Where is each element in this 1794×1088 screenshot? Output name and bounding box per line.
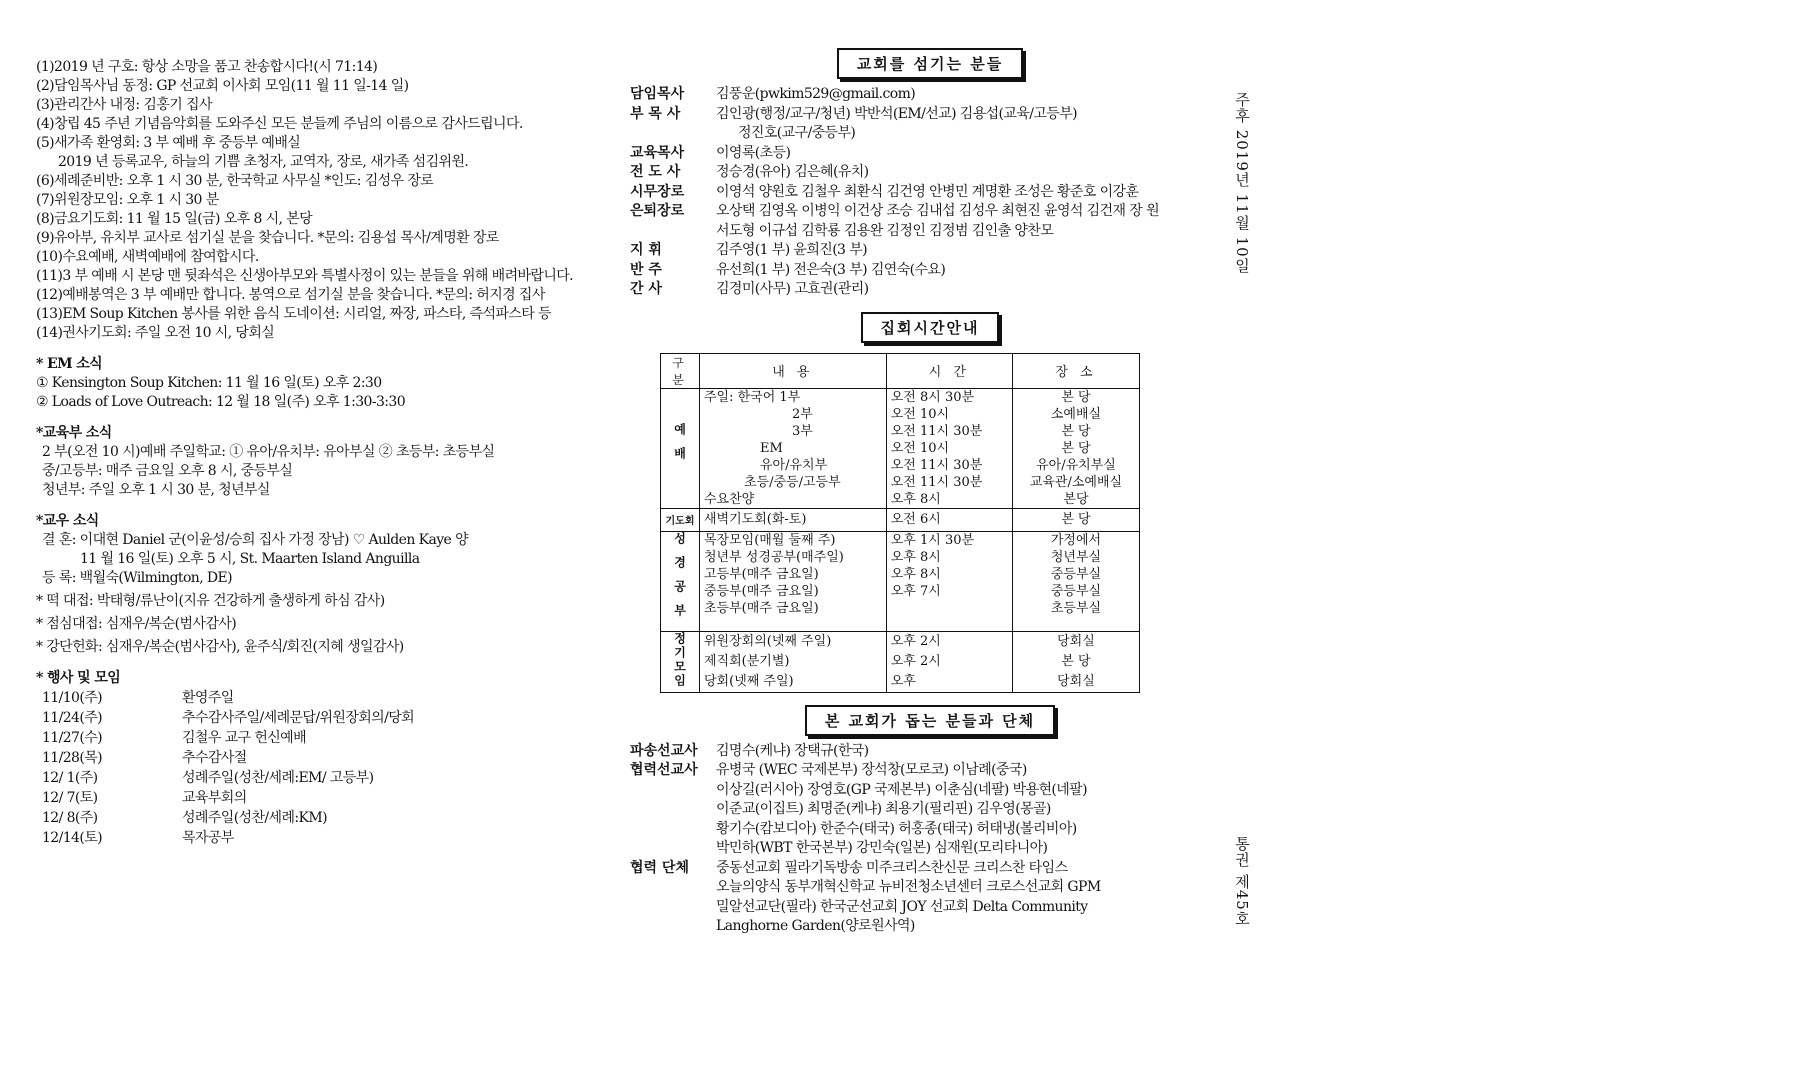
mission-section-title: 본 교회가 돕는 분들과 단체 — [805, 705, 1055, 736]
events-heading: * 행사 및 모임 — [36, 670, 121, 686]
event-row — [36, 828, 596, 848]
schedule-place: 가정에서 청년부실 중등부실 중등부실 초등부실 — [1012, 531, 1139, 631]
staff-names: 김풍운(pwkim529@gmail.com) — [716, 86, 916, 102]
event-row — [36, 728, 596, 748]
schedule-row — [661, 531, 1140, 631]
staff-role: 교육목사 — [630, 144, 685, 161]
mission-row: 파송선교사 김명수(케냐) 장택규(한국) — [630, 742, 1230, 762]
em-news-item: ① Kensington Soup Kitchen: 11 월 16 일(토) 오후 2:30 — [36, 375, 382, 391]
event-row — [36, 788, 596, 808]
event-row — [36, 768, 596, 788]
notice-item: (2)담임목사님 동정: GP 선교회 이사회 모임(11 월 11 일-14 일) — [36, 78, 409, 94]
schedule-category: 성경공부 — [661, 531, 700, 631]
mission-role: 파송선교사 — [630, 742, 698, 759]
schedule-place: 당회실 본 당 당회실 — [1012, 631, 1139, 692]
notice-item: (13)EM Soup Kitchen 봉사를 위한 음식 도네이션: 시리얼, 짜장, 파스타, 즉석파스타 등 — [36, 306, 551, 322]
staff-role: 전 도 사 — [630, 164, 681, 180]
staff-row — [630, 105, 1230, 144]
notice-item: (14)권사기도회: 주일 오전 10 시, 당회실 — [36, 325, 275, 341]
em-news-heading: * EM 소식 — [36, 356, 103, 372]
staff-role: 시무장로 — [630, 183, 685, 200]
event-text: 추수감사절 — [182, 750, 247, 766]
schedule-time: 오전 8시 30분 오전 10시 오전 11시 30분 오전 10시 오전 11시 30분 오전 11시 30분 오후 8시 — [886, 388, 1012, 508]
staff-row — [630, 280, 1230, 300]
event-row — [36, 808, 596, 828]
notice-item: (4)창립 45 주년 기념음악회를 도와주신 모든 분들께 주님의 이름으로 감사드립니다. — [36, 116, 523, 132]
staff-section-title: 교회를 섬기는 분들 — [837, 48, 1023, 79]
misc-item: * 떡 대접: 박태형/류난이(지유 건강하게 출생하게 하심 감사) — [36, 593, 385, 609]
events-list — [36, 688, 596, 848]
member-news-item: 결 혼: 이대현 Daniel 군(이윤성/승희 집사 가정 장남) ♡ Aulden Kaye 양 — [42, 532, 468, 548]
left-column — [36, 58, 596, 848]
education-news-item: 중/고등부: 매주 금요일 오후 8 시, 중등부실 — [42, 463, 293, 479]
staff-row — [630, 241, 1230, 261]
schedule-place: 본 당 — [1012, 508, 1139, 531]
staff-names: 서도형 이규섭 김학룡 김용완 김정인 김정범 김인출 양찬모 — [716, 222, 1054, 239]
schedule-content: 위원장회의(넷째 주일) 제직회(분기별) 당회(넷째 주일) — [700, 631, 887, 692]
schedule-content: 주일: 한국어 1부 2부 3부 EM 유아/유치부 초등/중등/고등부 수요찬양 — [700, 388, 887, 508]
staff-role: 간 사 — [630, 281, 662, 297]
mission-role: 협력선교사 — [630, 762, 698, 778]
schedule-row — [661, 388, 1140, 508]
education-news-heading: *교육부 소식 — [36, 425, 112, 441]
event-text: 성례주일(성찬/세례:KM) — [182, 810, 327, 826]
education-news-item: 2 부(오전 10 시)예배 주일학교: ① 유아/유치부: 유아부실 ② 초등부: 초등부실 — [42, 444, 495, 460]
staff-names: 정승경(유아) 김은혜(유치) — [716, 164, 869, 180]
event-date: 11/24(주) — [42, 710, 102, 726]
staff-list — [630, 85, 1230, 300]
event-row — [36, 748, 596, 768]
notice-item: (7)위원장모임: 오후 1 시 30 분 — [36, 192, 219, 208]
event-date: 11/28(목) — [42, 750, 102, 766]
schedule-header: 구분 — [661, 353, 700, 388]
event-text: 환영주일 — [182, 690, 234, 706]
schedule-header: 시 간 — [886, 353, 1012, 388]
notice-item: (10)수요예배, 새벽예배에 참여합시다. — [36, 249, 259, 265]
schedule-row — [661, 631, 1140, 692]
education-news-item: 청년부: 주일 오후 1 시 30 분, 청년부실 — [42, 482, 270, 498]
event-date: 12/ 1(주) — [42, 770, 98, 786]
schedule-place: 본 당 소예배실 본 당 본 당 유아/유치부실 교육관/소예배실 본당 — [1012, 388, 1139, 508]
schedule-time: 오전 6시 — [886, 508, 1012, 531]
issue-number: 통권 제45호 — [1233, 836, 1251, 927]
notice-item: (5)새가족 환영회: 3 부 예배 후 중등부 예배실 — [36, 135, 301, 151]
staff-role: 은퇴장로 — [630, 203, 685, 219]
event-text: 김철우 교구 헌신예배 — [182, 730, 307, 746]
misc-item: * 강단헌화: 심재우/복순(범사감사), 윤주식/회진(지혜 생일감사) — [36, 639, 404, 655]
member-news-item: 등 록: 백월숙(Wilmington, DE) — [42, 570, 233, 586]
schedule-time: 오후 1시 30분 오후 8시 오후 8시 오후 7시 — [886, 531, 1012, 631]
schedule-category: 예배 — [661, 388, 700, 508]
event-date: 12/ 7(토) — [42, 790, 98, 806]
schedule-section-title: 집회시간안내 — [861, 312, 1000, 343]
schedule-header-row — [661, 353, 1140, 388]
notice-item: (6)세례준비반: 오후 1 시 30 분, 한국학교 사무실 *인도: 김성우 장로 — [36, 173, 434, 189]
event-text: 목자공부 — [182, 830, 234, 846]
staff-row — [630, 85, 1230, 105]
event-row — [36, 708, 596, 728]
staff-row — [630, 183, 1230, 203]
staff-names: 정진호(교구/중등부) — [738, 125, 856, 141]
mission-role: 협력 단체 — [630, 859, 689, 876]
event-date: 11/27(수) — [42, 730, 102, 746]
notices-list — [36, 58, 596, 343]
event-text: 성례주일(성찬/세례:EM/ 고등부) — [182, 770, 374, 786]
event-text: 추수감사주일/세례문답/위원장회의/당회 — [182, 710, 415, 726]
schedule-content: 새벽기도회(화-토) — [700, 508, 887, 531]
staff-row — [630, 261, 1230, 281]
bulletin-date: 주후 2019년 11월 10일 — [1233, 92, 1251, 274]
schedule-header: 장 소 — [1012, 353, 1139, 388]
notice-item: (1)2019 년 구호: 항상 소망을 품고 찬송합시다!(시 71:14) — [36, 59, 378, 75]
schedule-time: 오후 2시 오후 2시 오후 — [886, 631, 1012, 692]
event-date: 12/ 8(주) — [42, 810, 98, 826]
staff-role: 담임목사 — [630, 86, 685, 102]
notice-item: (11)3 부 예배 시 본당 맨 뒷좌석은 신생아부모와 특별사정이 있는 분들을 위해 배려바랍니다. — [36, 268, 574, 284]
staff-names: 김인광(행정/교구/청년) 박반석(EM/선교) 김용섭(교육/고등부) — [716, 105, 1078, 122]
staff-row — [630, 163, 1230, 183]
staff-names: 오상택 김영옥 이병익 이건상 조승 김내섭 김성우 최현진 윤영석 김건재 장 원 — [716, 203, 1159, 219]
notice-item: (3)관리간사 내정: 김홍기 집사 — [36, 97, 212, 113]
staff-row — [630, 144, 1230, 164]
staff-role: 반 주 — [630, 261, 662, 278]
right-column — [630, 48, 1230, 937]
event-row — [36, 688, 596, 708]
notice-item: (9)유아부, 유치부 교사로 섬기실 분을 찾습니다. *문의: 김용섭 목사/계명환 장로 — [36, 230, 499, 246]
staff-role: 부 목 사 — [630, 105, 681, 122]
em-news-item: ② Loads of Love Outreach: 12 월 18 일(주) 오후 1:30-3:30 — [36, 394, 406, 410]
staff-names: 유선희(1 부) 전은숙(3 부) 김연숙(수요) — [716, 261, 946, 278]
notice-item: (12)예배봉역은 3 부 예배만 합니다. 봉역으로 섬기실 분을 찾습니다. *문의: 허지경 집사 — [36, 287, 545, 303]
mission-row: 협력선교사 유병국 (WEC 국제본부) 장석창(모로코) 이남례(중국) 이상길(러시아) 장영호(GP 국제본부) 이춘심(네팔) 박용현(네팔) 이준교(이집트) 최명준(케냐) 최용기(필리핀) 김우영(몽골) 황기수(캄보디아) 한준수(태국) 허홍종(태국) 허태냉(볼리비아) 박민하(WBT 한국본부) 강민숙(일본) 심재원(모리타니아) — [630, 761, 1230, 859]
staff-row — [630, 202, 1230, 241]
schedule-table — [660, 353, 1140, 693]
mission-row: 협력 단체 중동선교회 필라기독방송 미주크리스찬신문 크리스찬 타임스 오늘의양식 동부개혁신학교 뉴비전청소년센터 크로스선교회 GPM 밀알선교단(필라) 한국군선교회 JOY 선교회 Delta Community Langhorne Garden(양로원사역) — [630, 859, 1230, 937]
schedule-row — [661, 508, 1140, 531]
staff-names: 이영석 양원호 김철우 최환식 김건영 안병민 계명환 조성은 황준호 이강훈 — [716, 183, 1139, 200]
event-date: 12/14(토) — [42, 830, 102, 846]
event-text: 교육부회의 — [182, 790, 247, 806]
schedule-category: 정기모임 — [661, 631, 700, 692]
schedule-category: 기도회 — [661, 508, 700, 531]
notice-item: 2019 년 등록교우, 하늘의 기쁨 초청자, 교역자, 장로, 새가족 섬김위원. — [58, 154, 469, 170]
staff-names: 김주영(1 부) 윤희진(3 부) — [716, 242, 868, 258]
notice-item: (8)금요기도회: 11 월 15 일(금) 오후 8 시, 본당 — [36, 211, 313, 227]
member-news-item: 11 월 16 일(토) 오후 5 시, St. Maarten Island Anguilla — [80, 551, 420, 567]
schedule-header: 내 용 — [700, 353, 887, 388]
staff-names: 이영록(초등) — [716, 144, 791, 161]
staff-role: 지 휘 — [630, 242, 662, 258]
event-date: 11/10(주) — [42, 690, 102, 706]
member-news-heading: *교우 소식 — [36, 513, 99, 529]
misc-item: * 점심대접: 심재우/복순(범사감사) — [36, 616, 237, 632]
staff-names: 김경미(사무) 고효권(관리) — [716, 281, 869, 297]
mission-list — [630, 742, 1230, 937]
schedule-content: 목장모임(매월 둘째 주) 청년부 성경공부(매주일) 고등부(매주 금요일) 중등부(매주 금요일) 초등부(매주 금요일) — [700, 531, 887, 631]
